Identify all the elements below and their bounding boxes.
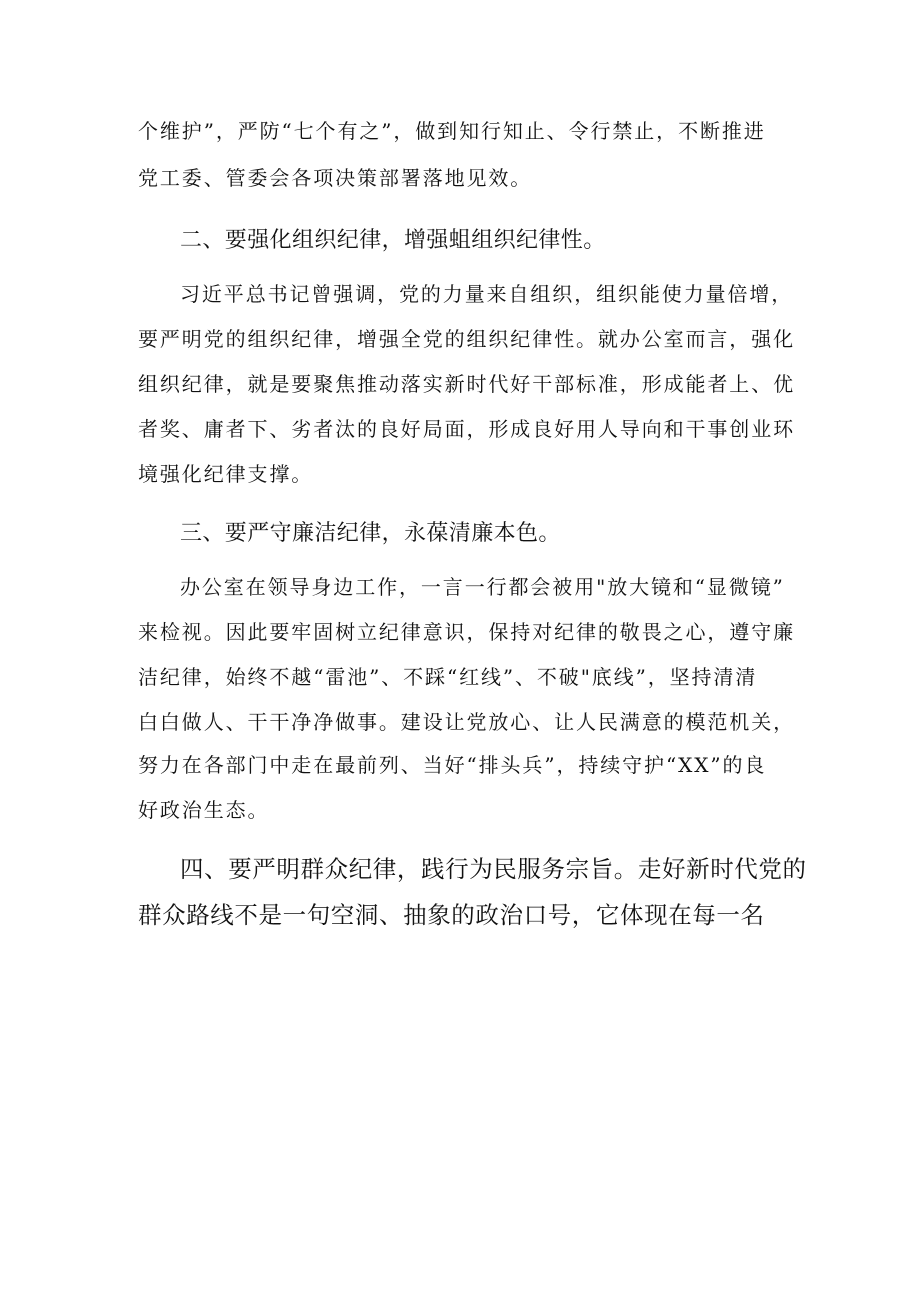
section2-line-3: 组织纪律，就是要聚焦推动落实新时代好干部标准，形成能者上、优: [138, 372, 795, 396]
section2-line-1: 习近平总书记曾强调，党的力量来自组织，组织能使力量倍增，: [180, 282, 794, 306]
section3-line-2: 来检视。因此要牢固树立纪律意识，保持对纪律的敬畏之心，遵守廉: [138, 620, 795, 644]
section3-line-3: 洁纪律，始终不越“雷池”、不踩“红线”、不破"底线”，坚持清清: [138, 665, 758, 689]
section2-heading: 二、要强化组织纪律，增强蛆组织纪律性。: [180, 228, 606, 253]
section3-line-4: 白白做人、干干净净做事。建设让党放心、让人民满意的模范机关，: [138, 710, 795, 734]
section3-line-1: 办公室在领导身边工作，一言一行都会被用"放大镜和“显微镜”: [180, 575, 785, 599]
section3-line-6: 好政治生态。: [138, 798, 270, 822]
section4-line-1: 四、要严明群众纪律，践行为民服务宗旨。走好新时代党的: [180, 855, 807, 883]
section3-heading: 三、要严守廉洁纪律，永葆清廉本色。: [180, 521, 561, 546]
section2-line-5: 境强化纪律支撑。: [138, 462, 314, 486]
section4-line-2: 群众路线不是一句空洞、抽象的政治口号，它体现在每一名: [138, 901, 765, 929]
section1-line-1: 个维护”，严防“七个有之”，做到知行知止、令行禁止，不断推进: [138, 119, 766, 143]
section3-line-5: 努力在各部门中走在最前列、当好“排头兵”，持续守护“XX”的良: [138, 753, 767, 777]
section2-line-4: 者奖、庸者下、劣者汰的良好局面，形成良好用人导向和干事创业环: [138, 417, 795, 441]
section1-line-2: 党工委、管委会各项决策部署落地见效。: [138, 166, 533, 190]
section2-line-2: 要严明党的组织纪律，增强全党的组织纪律性。就办公室而言，强化: [138, 327, 795, 351]
